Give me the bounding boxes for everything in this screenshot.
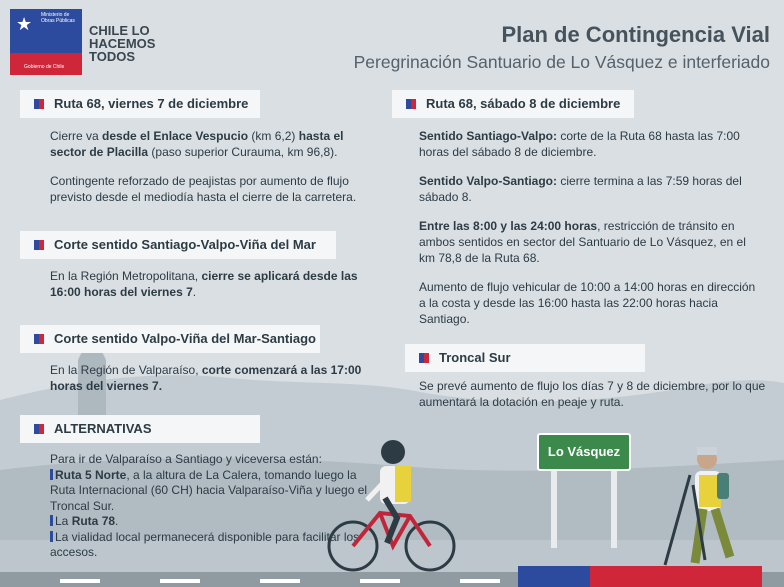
list-bullet-icon bbox=[50, 531, 53, 542]
section-text-corte-santiago-valpo: En la Región Metropolitana, cierre se aplicará desde las 16:00 horas del viernes 7. bbox=[50, 269, 358, 299]
section-label-troncal-sur: Troncal Sur bbox=[405, 344, 645, 372]
star-icon: ★ bbox=[16, 14, 33, 34]
ministry-text: Ministerio de Obras Públicas bbox=[41, 12, 75, 24]
government-logo bbox=[10, 9, 82, 75]
flag-bullet-icon bbox=[419, 353, 429, 363]
government-text: Gobierno de Chile bbox=[24, 64, 65, 70]
section-text-corte-valpo-santiago: En la Región de Valparaíso, corte comenzará a las 17:00 horas del viernes 7. bbox=[50, 363, 362, 393]
section-text-ruta68-sabado: Sentido Santiago-Valpo: corte de la Ruta 68 hasta las 7:00 horas del sábado 8 de diciembre. Sentido Valpo-Santiago: cierre termina a las 7:59 horas del sábado 8. Entre las 8:00 y las 24:00 horas, restricción de tránsito en ambos sentidos en sector del Santuario de Lo Vásquez, en el km 78,8 de la Ruta 68. Aumento de flujo vehicular de 10:00 a 14:00 horas en dirección a la costa y desde las 16:00 hasta las 22:00 horas hacia Santiago. bbox=[419, 129, 756, 326]
cyclist-illustration bbox=[325, 438, 460, 573]
section-label-corte-santiago-valpo: Corte sentido Santiago-Valpo-Viña del Mar bbox=[20, 231, 336, 259]
section-label-alternativas: ALTERNATIVAS bbox=[20, 415, 260, 443]
page-subtitle: Peregrinación Santuario de Lo Vásquez e interferiado bbox=[353, 52, 770, 72]
flag-bullet-icon bbox=[34, 99, 44, 109]
section-text-ruta68-viernes: Cierre va desde el Enlace Vespucio (km 6,2) hasta el sector de Placilla (paso superior Curauma, km 96,8). Contingente reforzado de peajistas por aumento de flujo previsto desde el mediodía hasta el cierre de la carretera. bbox=[50, 129, 357, 204]
lo-vasquez-road-sign: Lo Vásquez bbox=[537, 433, 631, 471]
section-label-ruta68-sabado: Ruta 68, sábado 8 de diciembre bbox=[392, 90, 634, 118]
flag-bullet-icon bbox=[34, 424, 44, 434]
section-text-troncal-sur: Se prevé aumento de flujo los días 7 y 8 de diciembre, por lo que aumentará la dotación en peaje y ruta. bbox=[419, 379, 766, 409]
sign-posts bbox=[537, 470, 631, 550]
pilgrim-illustration bbox=[655, 445, 755, 570]
flag-bullet-icon bbox=[406, 99, 416, 109]
list-bullet-icon bbox=[50, 469, 53, 480]
flag-bullet-icon bbox=[34, 240, 44, 250]
list-bullet-icon bbox=[50, 515, 53, 526]
section-text-alternativas: Para ir de Valparaíso a Santiago y viceversa están: Ruta 5 Norte, a la altura de La Calera, tomando luego la Ruta Internacional (60 CH) hacia Valparaíso-Viña y luego el Troncal Sur. La Ruta 78. La vialidad local permanecerá disponible para facilitar los accesos. bbox=[50, 452, 368, 559]
flag-bullet-icon bbox=[34, 334, 44, 344]
brand-slogan: CHILE LO HACEMOS TODOS bbox=[89, 23, 156, 64]
page-title: Plan de Contingencia Vial bbox=[501, 22, 770, 47]
section-label-ruta68-viernes: Ruta 68, viernes 7 de diciembre bbox=[20, 90, 260, 118]
section-label-corte-valpo-santiago: Corte sentido Valpo-Viña del Mar-Santiago bbox=[20, 325, 320, 353]
